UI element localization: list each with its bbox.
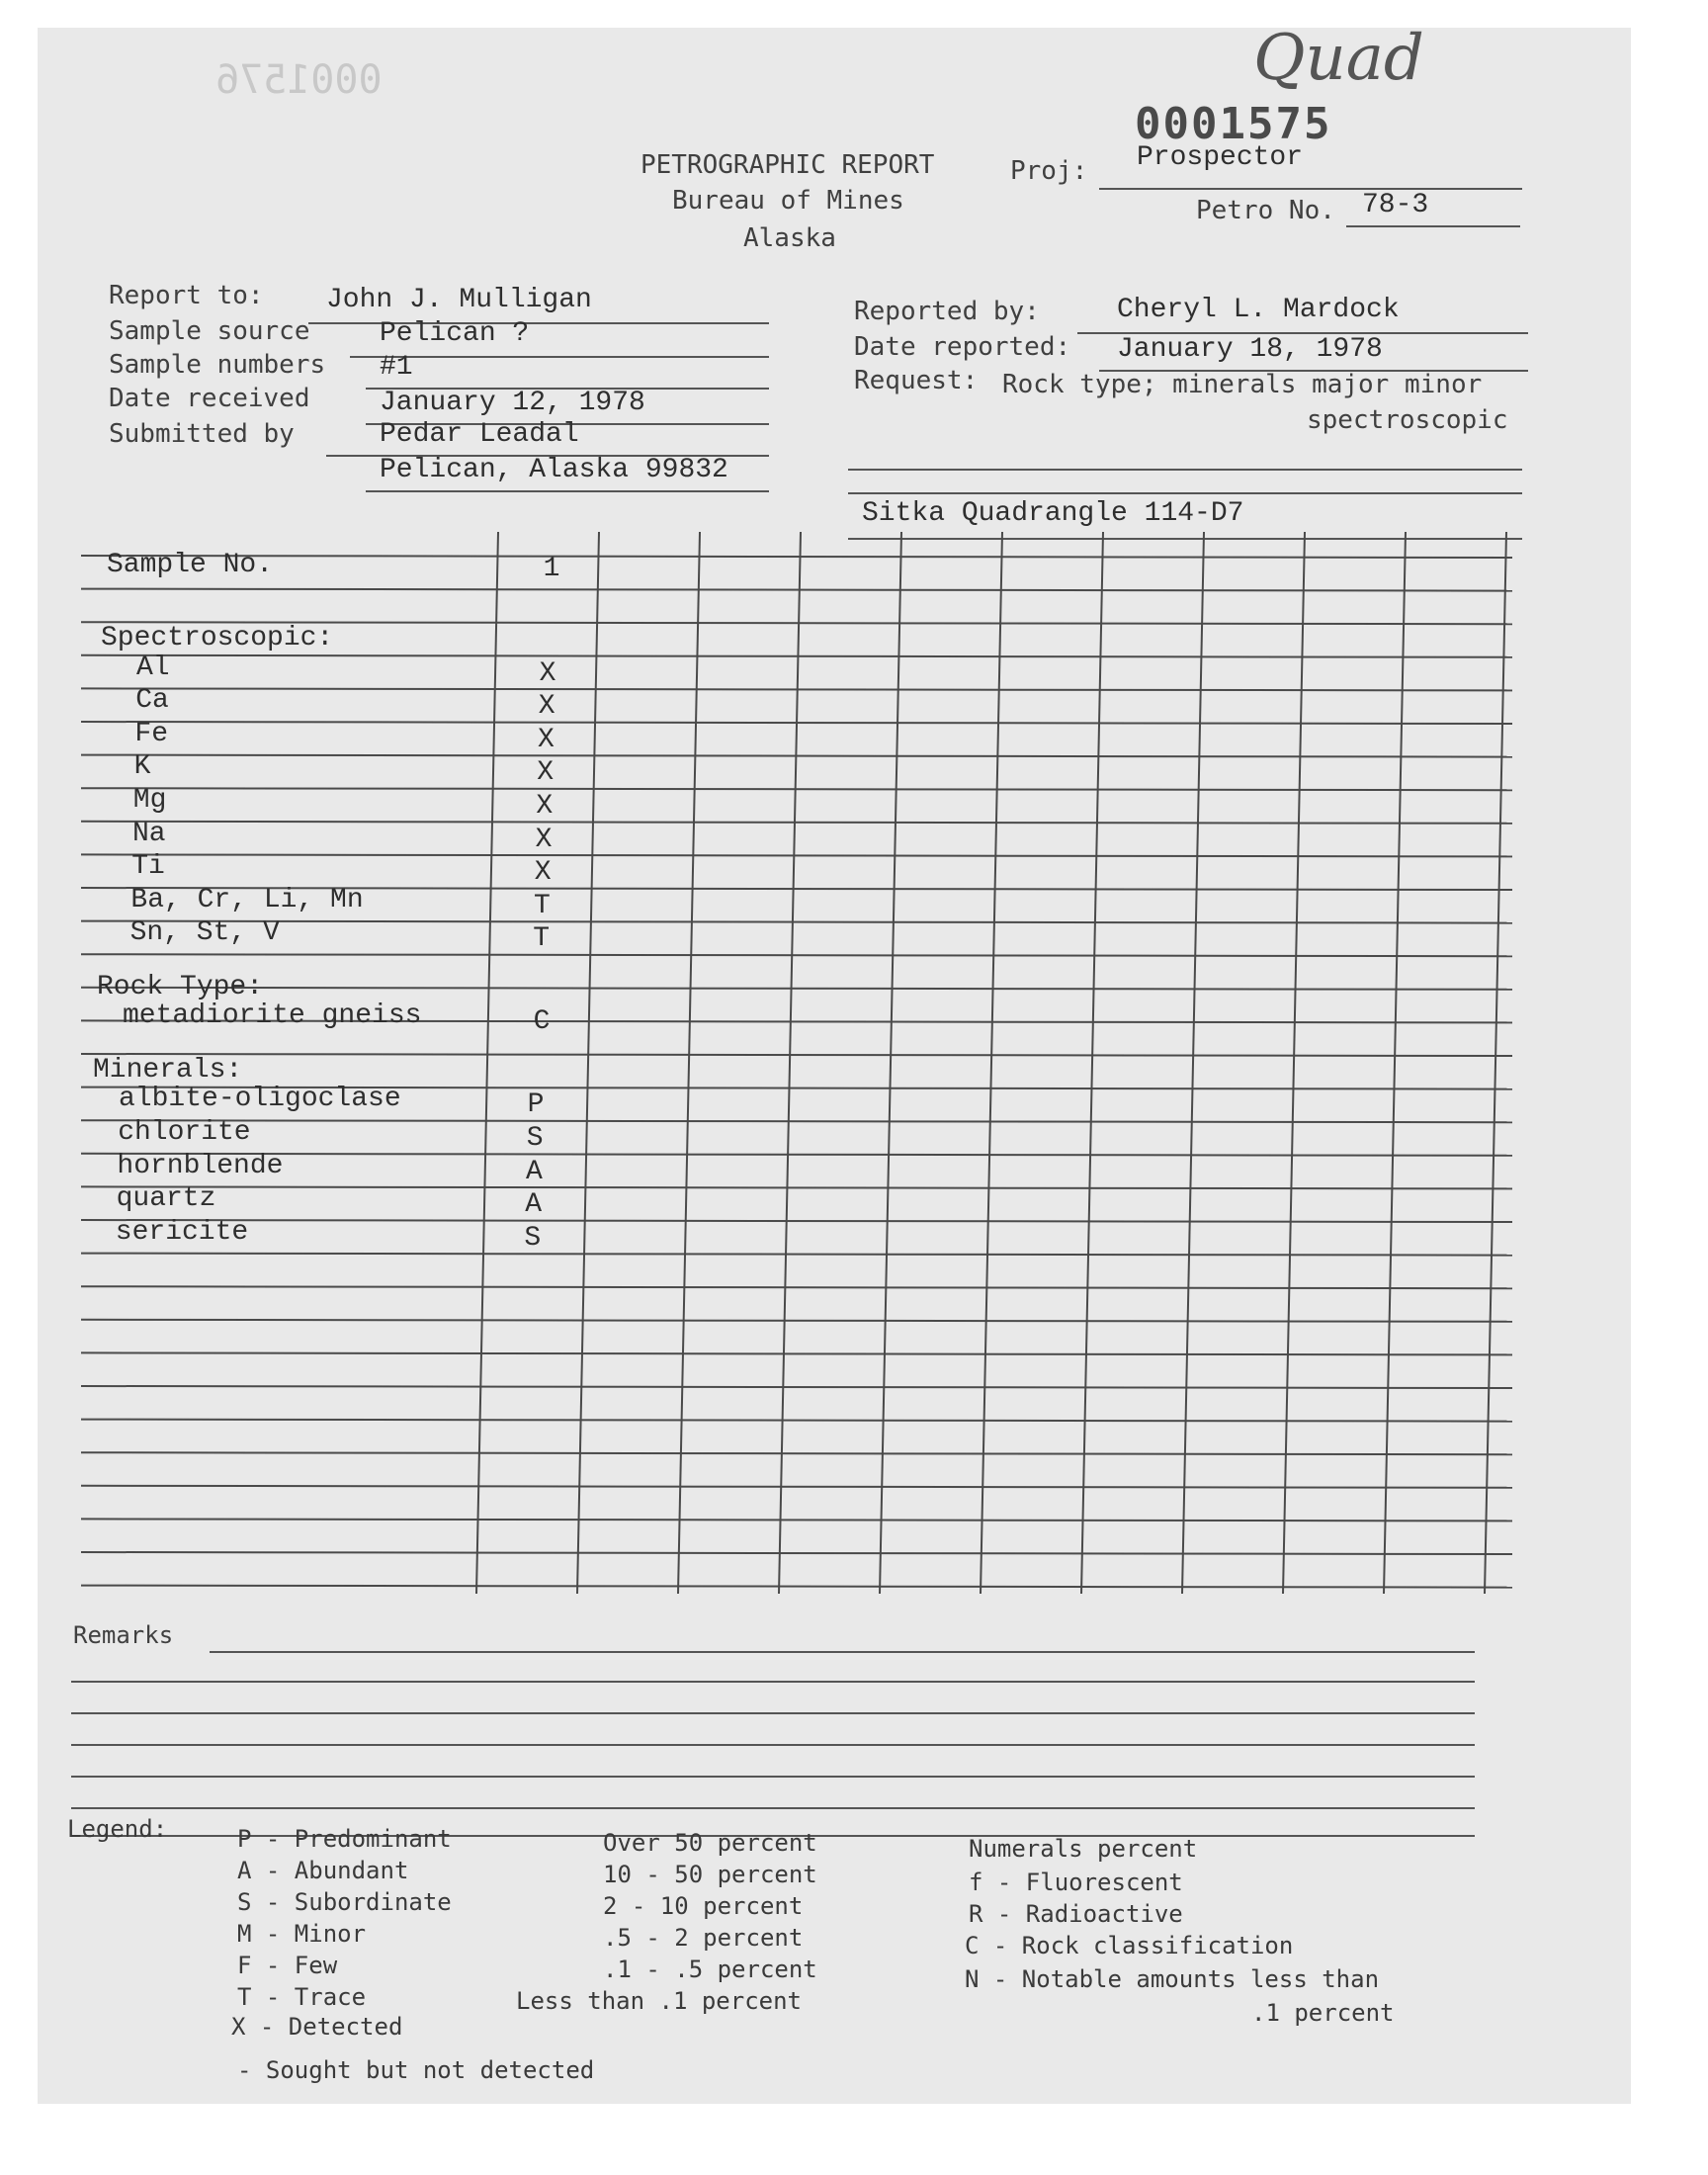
legend-note: f - Fluorescent xyxy=(969,1869,1183,1896)
analysis-row-label: chlorite xyxy=(118,1117,251,1148)
table-rule xyxy=(81,556,1512,558)
analysis-row-label: Al xyxy=(136,652,170,683)
column-divider xyxy=(880,532,901,1594)
report-to-label: Report to: xyxy=(109,281,264,310)
legend-note: C - Rock classification xyxy=(965,1932,1294,1959)
column-divider xyxy=(981,532,1002,1594)
analysis-row-label: Mg xyxy=(132,785,167,816)
table-rule xyxy=(81,589,1512,591)
table-rule xyxy=(81,1054,1512,1056)
request-label: Request: xyxy=(854,366,979,395)
section-heading: Rock Type: xyxy=(97,971,264,1002)
analysis-row-label: hornblende xyxy=(117,1150,284,1181)
sample-no-label: Sample No. xyxy=(107,550,274,580)
sample-numbers-value: #1 xyxy=(380,352,413,383)
remarks-line-6 xyxy=(71,1807,1475,1809)
analysis-row-label: Ca xyxy=(135,685,169,717)
table-rule xyxy=(81,1254,1512,1256)
submitted-address: Pelican, Alaska 99832 xyxy=(380,455,728,485)
table-rule xyxy=(81,788,1512,790)
remarks-label: Remarks xyxy=(73,1621,174,1649)
analysis-row-value: X xyxy=(537,757,554,789)
analysis-row-value: T xyxy=(533,923,550,955)
analysis-row-label: metadiorite gneiss xyxy=(123,1000,422,1032)
sample-numbers-label: Sample numbers xyxy=(109,350,326,380)
analysis-row-label: quartz xyxy=(116,1183,216,1215)
analysis-row-label: Sn, St, V xyxy=(129,917,280,949)
proj-value: Prospector xyxy=(1137,142,1304,173)
column-divider xyxy=(678,532,700,1594)
table-rule xyxy=(81,1220,1512,1222)
agency-state: Alaska xyxy=(743,223,836,253)
legend-code: P - Predominant xyxy=(237,1825,452,1853)
legend-range: Over 50 percent xyxy=(603,1829,817,1857)
quadrangle: Sitka Quadrangle 114-D7 xyxy=(862,498,1244,529)
table-rule xyxy=(81,1286,1512,1288)
column-divider xyxy=(1182,532,1204,1594)
table-rule xyxy=(81,1452,1512,1454)
analysis-row-value: P xyxy=(527,1089,545,1121)
legend-note: .1 percent xyxy=(1251,1999,1395,2027)
petro-label: Petro No. xyxy=(1196,196,1335,225)
table-rule xyxy=(81,1352,1512,1354)
legend-range: 10 - 50 percent xyxy=(603,1861,817,1888)
request-line-2: spectroscopic xyxy=(1307,405,1508,435)
table-rule xyxy=(81,1586,1512,1588)
remarks-line-3 xyxy=(71,1712,1475,1714)
table-rule xyxy=(81,1320,1512,1322)
legend-note: R - Radioactive xyxy=(969,1900,1183,1928)
submitted-by-value: Pedar Leadal xyxy=(380,419,579,450)
section-heading: Minerals: xyxy=(93,1054,243,1086)
remarks-line-2 xyxy=(71,1681,1475,1683)
legend-code: F - Few xyxy=(237,1952,338,1979)
column-divider xyxy=(779,532,801,1594)
legend-note: N - Notable amounts less than xyxy=(965,1965,1380,1993)
request-line-1: Rock type; minerals major minor xyxy=(1002,370,1483,399)
legend-range: Less than .1 percent xyxy=(516,1987,802,2015)
proj-label: Proj: xyxy=(1010,156,1088,186)
sample-source-value: Pelican ? xyxy=(380,318,530,349)
legend-code: A - Abundant xyxy=(237,1857,409,1884)
analysis-row-value: A xyxy=(525,1156,543,1187)
legend-label: Legend: xyxy=(67,1815,168,1843)
report-title: PETROGRAPHIC REPORT xyxy=(640,150,935,180)
date-reported-label: Date reported: xyxy=(854,332,1071,362)
analysis-row-label: K xyxy=(133,751,151,783)
document-stamp-number: 0001575 xyxy=(1135,99,1332,149)
date-reported-value: January 18, 1978 xyxy=(1117,334,1383,365)
remarks-line-4 xyxy=(71,1744,1475,1746)
legend-code: X - Detected xyxy=(231,2013,403,2041)
date-received-label: Date received xyxy=(109,384,310,413)
legend-note: Numerals percent xyxy=(969,1835,1198,1863)
sample-no-value: 1 xyxy=(543,554,560,584)
legend-range: 2 - 10 percent xyxy=(603,1892,804,1920)
analysis-row-label: Na xyxy=(132,818,166,849)
remarks-line-5 xyxy=(71,1776,1475,1778)
analysis-row-value: X xyxy=(537,724,555,755)
analysis-row-label: albite-oligoclase xyxy=(119,1084,401,1115)
reported-by-label: Reported by: xyxy=(854,297,1040,326)
table-rule xyxy=(81,988,1512,990)
analysis-row-value: T xyxy=(533,890,551,921)
analysis-row-value: C xyxy=(533,1006,551,1038)
analysis-row-value: S xyxy=(524,1222,542,1254)
handwritten-note: Quad xyxy=(1253,22,1424,95)
analysis-row-value: X xyxy=(534,857,552,889)
analysis-row-value: X xyxy=(539,657,556,689)
bleed-through-number: 0001576 xyxy=(215,57,383,103)
table-rule xyxy=(81,1486,1512,1488)
column-divider xyxy=(476,532,498,1594)
legend-range: .1 - .5 percent xyxy=(603,1956,817,1983)
analysis-row-label: Ti xyxy=(131,851,165,883)
legend-code: M - Minor xyxy=(237,1920,367,1948)
submitted-by-label: Submitted by xyxy=(109,419,295,449)
analysis-row-label: sericite xyxy=(115,1216,249,1248)
report-to-value: John J. Mulligan xyxy=(326,285,592,315)
analysis-row-value: X xyxy=(538,691,555,723)
analysis-row-label: Fe xyxy=(134,718,168,749)
table-rule xyxy=(81,1186,1512,1188)
agency-name: Bureau of Mines xyxy=(672,186,904,216)
analysis-row-value: S xyxy=(526,1123,544,1154)
analysis-row-label: Ba, Cr, Li, Mn xyxy=(130,884,364,915)
analysis-row-value: X xyxy=(535,824,553,855)
sample-source-label: Sample source xyxy=(109,316,310,346)
table-rule xyxy=(81,1552,1512,1554)
table-rule xyxy=(81,1120,1512,1122)
legend-code: - Sought but not detected xyxy=(237,2056,595,2084)
section-heading: Spectroscopic: xyxy=(101,623,334,653)
remarks-line-1 xyxy=(210,1651,1475,1653)
table-rule xyxy=(81,1386,1512,1388)
table-rule xyxy=(81,954,1512,956)
table-rule xyxy=(81,822,1512,824)
analysis-row-value: A xyxy=(525,1189,542,1221)
table-rule xyxy=(81,1154,1512,1156)
column-divider xyxy=(1283,532,1305,1594)
date-received-value: January 12, 1978 xyxy=(380,388,645,418)
legend-code: S - Subordinate xyxy=(237,1888,452,1916)
table-rule xyxy=(81,1420,1512,1422)
analysis-row-value: X xyxy=(536,791,554,822)
legend-code: T - Trace xyxy=(237,1983,367,2011)
table-rule xyxy=(81,655,1512,657)
legend-range: .5 - 2 percent xyxy=(603,1924,804,1952)
table-rule xyxy=(81,1519,1512,1521)
reported-by-value: Cheryl L. Mardock xyxy=(1117,295,1400,325)
petro-value: 78-3 xyxy=(1362,190,1429,220)
column-divider xyxy=(1081,532,1103,1594)
